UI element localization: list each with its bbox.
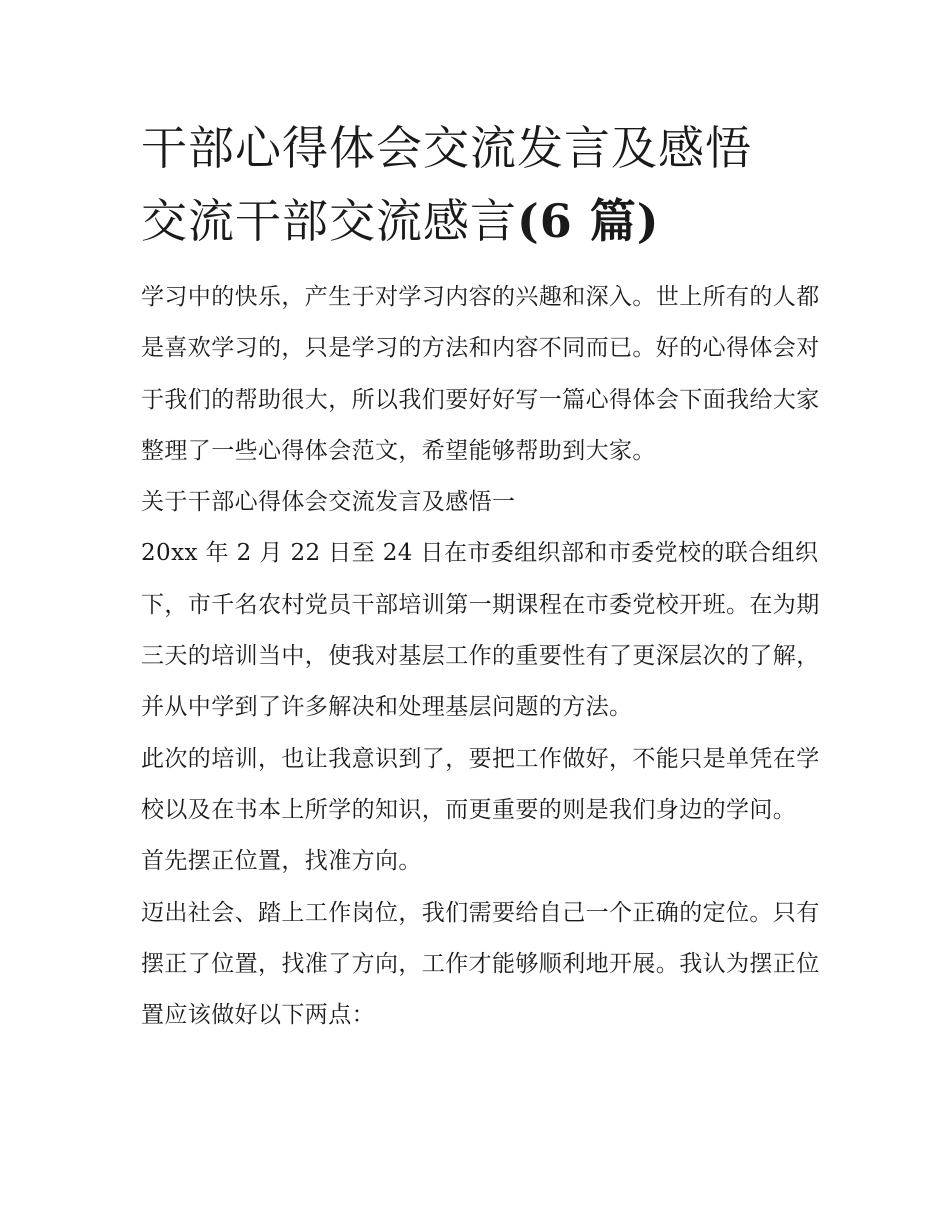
title-count: (6 篇) (517, 194, 660, 248)
body-paragraph: 此次的培训，也让我意识到了，要把工作做好，不能只是单凭在学校以及在书本上所学的知识，而更重要的则是我们身边的学问。 首先摆正位置，找准方向。 (141, 745, 820, 875)
body-paragraph: 迈出社会、踏上工作岗位，我们需要给自己一个正确的定位。只有摆正了位置，找准了方向，工作才能够顺利地开展。我认为摆正位置应该做好以下两点： (141, 899, 820, 1029)
section-heading: 关于干部心得体会交流发言及感悟一 (141, 489, 516, 516)
document-page (141, 112, 821, 1041)
title-line-2: 交流干部交流感言 (141, 194, 517, 248)
title-line-1: 干部心得体会交流发言及感悟 (141, 121, 752, 175)
document-body (141, 272, 821, 1041)
document-title (141, 112, 821, 258)
intro-paragraph: 学习中的快乐，产生于对学习内容的兴趣和深入。世上所有的人都是喜欢学习的，只是学习的方法和内容不同而已。好的心得体会对于我们的帮助很大，所以我们要好好写一篇心得体会下面我给大家整理了一些心得体会范文，希望能够帮助到大家。 (141, 284, 820, 464)
body-paragraph: 20xx 年 2 月 22 日至 24 日在市委组织部和市委党校的联合组织下，市千名农村党员干部培训第一期课程在市委党校开班。在为期三天的培训当中，使我对基层工作的重要性有了更深层次的了解，并从中学到了许多解决和处理基层问题的方法。 (141, 540, 820, 721)
